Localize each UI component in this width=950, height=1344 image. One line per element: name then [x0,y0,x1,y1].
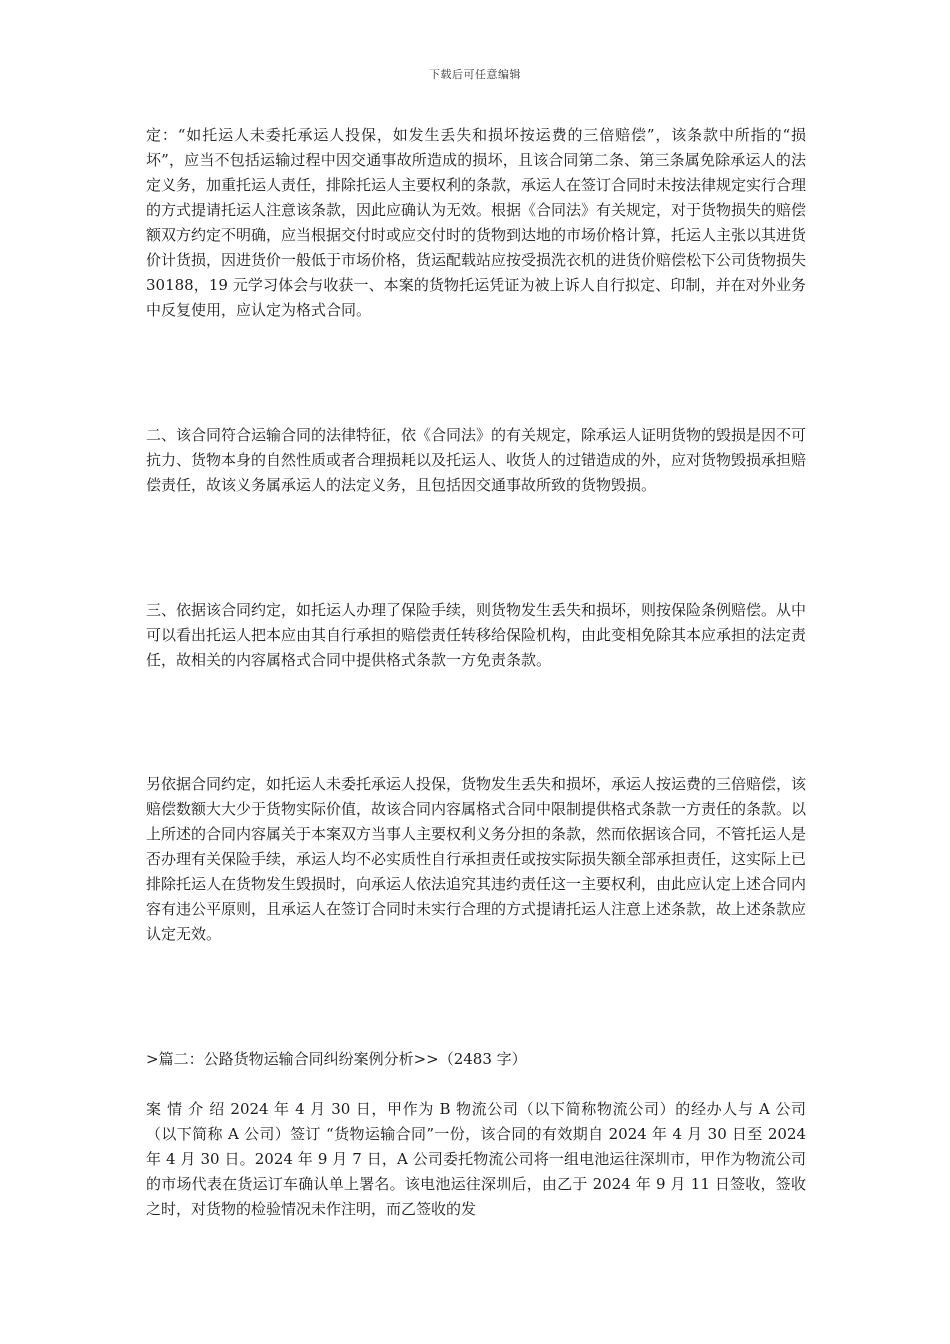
paragraph-additional-analysis: 另依据合同约定，如托运人未委托承运人投保，货物发生丢失和损坏，承运人按运费的三倍赔偿，该赔偿数额大大少于货物实际价值，故该合同内容属格式合同中限制提供格式条款一方责任的条款。以上所述的合同内容属关于本案双方当事人主要权利义务分担的条款，然而依据该合同，不管托运人是否办理有关保险手续，承运人均不必实质性自行承担责任或按实际损失额全部承担责任，这实际上已排除托运人在货物发生毁损时，向承运人依法追究其违约责任这一主要权利，由此应认定上述合同内容有违公平原则，且承运人在签订合同时未实行合理的方式提请托运人注意上述条款，故上述条款应认定无效。 [146,775,807,943]
paragraph-format-contract-clause: 定：“如托运人未委托承运人投保，如发生丢失和损坏按运费的三倍赔偿”，该条款中所指的“损坏”，应当不包括运输过程中因交通事故所造成的损坏，且该合同第二条、第三条属免除承运人的法定义务，加重托运人责任，排除托运人主要权利的条款，承运人在签订合同时未按法律规定实行合理的方式提请托运人注意该条款，因此应确认为无效。根据《合同法》有关规定，对于货物损失的赔偿额双方约定不明确，应当根据交付时或应交付时的货物到达地的市场价格计算，托运人主张以其进货价计货损，因进货价一般低于市场价格，货运配载站应按受损洗衣机的进货价赔偿松下公司货物损失 30188，19 元学习体会与收获一、本案的货物托运凭证为被上诉人自行拟定、印制，并在对外业务中反复使用，应认定为格式合同。 [146,126,807,319]
paragraph-case-introduction: 案 情 介 绍 2024 年 4 月 30 日，甲作为 B 物流公司（以下简称物流公司）的经办人与 A 公司（以下简称 A 公司）签订 “货物运输合同”一份，该合同的有效期自 2024 年 4 月 30 日至 2024 年 4 月 30 日。2024 年 9 月 7 日，A 公司委托物流公司将一组电池运往深圳市，甲作为物流公司的市场代表在货运订车确认单上署名。该电池运往深圳后，由乙于 2024 年 9 月 11 日签收，签收之时，对货物的检验情况未作注明，而乙签收的发 [146,1100,806,1218]
paragraph-point-two: 二、该合同符合运输合同的法律特征，依《合同法》的有关规定，除承运人证明货物的毁损是因不可抗力、货物本身的自然性质或者合理损耗以及托运人、收货人的过错造成的外，应对货物毁损承担赔偿责任，故该义务属承运人的法定义务，且包括因交通事故所致的货物毁损。 [146,426,807,494]
page-header: 下载后可任意编辑 [429,68,521,81]
paragraph-point-three: 三、依据该合同约定，如托运人办理了保险手续，则货物发生丢失和损坏，则按保险条例赔偿。从中可以看出托运人把本应由其自行承担的赔偿责任转移给保险机构，由此变相免除其本应承担的法定责任，故相关的内容属格式合同中提供格式条款一方免责条款。 [146,601,807,669]
section-heading-part-two: >篇二：公路货物运输合同纠纷案例分析>>（2483 字） [146,1050,527,1068]
